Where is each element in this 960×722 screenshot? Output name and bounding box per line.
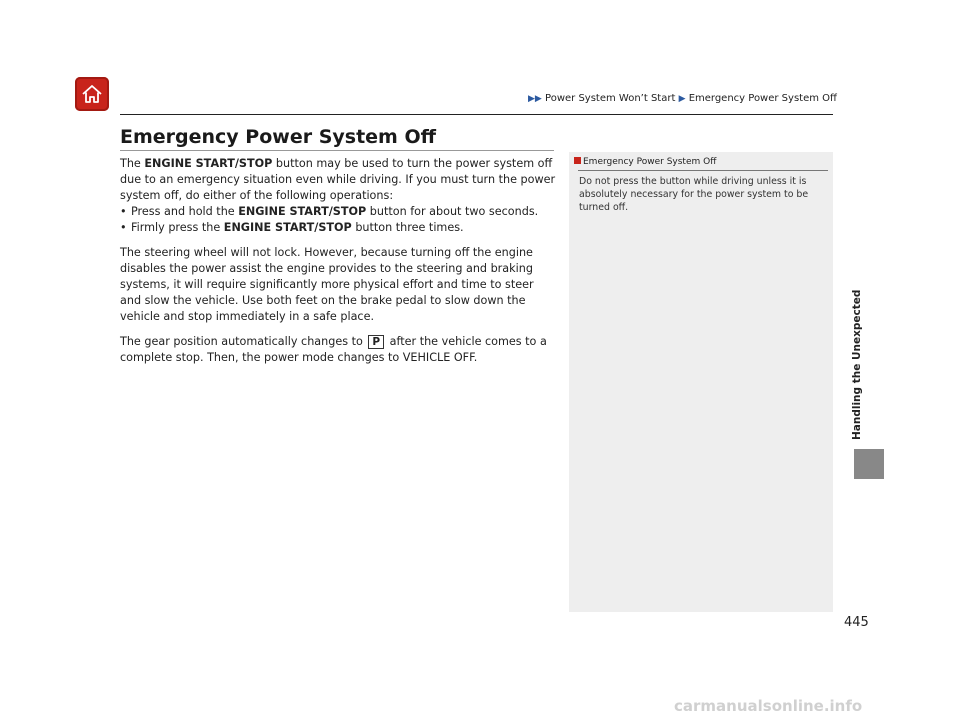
gear-text: The gear position automatically changes to (120, 335, 363, 348)
header-divider (120, 114, 833, 115)
breadcrumb-current: Emergency Power System Off (688, 93, 837, 104)
sidebar-note-panel (569, 152, 833, 612)
note-heading (574, 157, 716, 167)
intro-paragraph (120, 156, 556, 204)
bullet-text: button three times. (355, 221, 464, 234)
intro-text: button may be used to turn the power system off due to an emergency situation even while driving. If you must turn the power system off, do either of the following operations: (120, 157, 556, 202)
breadcrumb-arrow-icon: ▶▶ (528, 94, 542, 104)
engine-start-stop-label: ENGINE START/STOP (144, 157, 273, 170)
page-title: Emergency Power System Off (120, 126, 437, 148)
section-tab-label: Handling the Unexpected (851, 289, 863, 440)
page-number: 445 (844, 615, 869, 630)
home-button[interactable] (75, 77, 109, 111)
bullet-text: Press and hold the (131, 205, 235, 218)
main-content (120, 156, 556, 375)
gear-text: after the vehicle comes to a complete stop. Then, the power mode changes to VEHICLE OFF. (120, 335, 547, 364)
note-marker-icon (574, 157, 581, 164)
gear-p-indicator: P (368, 335, 384, 349)
title-divider (120, 150, 554, 151)
note-heading-text: Emergency Power System Off (583, 157, 717, 167)
list-item (120, 204, 556, 220)
engine-start-stop-label: ENGINE START/STOP (238, 205, 367, 218)
note-body: Do not press the button while driving unless it is absolutely necessary for the power system to be turned off. (579, 176, 809, 213)
bullet-text: Firmly press the (131, 221, 221, 234)
breadcrumb (528, 93, 837, 104)
list-item (120, 220, 556, 236)
breadcrumb-parent-link[interactable]: Power System Won’t Start (545, 93, 676, 104)
intro-text: The (120, 157, 141, 170)
section-tab-marker[interactable] (854, 449, 884, 479)
note-divider (578, 170, 828, 171)
gear-paragraph (120, 334, 556, 366)
steering-paragraph: The steering wheel will not lock. However, because turning off the engine disables the power assist the engine provides to the steering and braking systems, it will require significantly more physical effort and time to steer and slow the vehicle. Use both feet on the brake pedal to slow down the vehicle and stop immediately in a safe place. (120, 246, 534, 323)
breadcrumb-arrow-icon: ▶ (678, 94, 686, 104)
bullet-text: button for about two seconds. (369, 205, 539, 218)
operations-list (120, 204, 556, 236)
home-icon (81, 83, 103, 105)
watermark: carmanualsonline.info (674, 697, 863, 715)
engine-start-stop-label: ENGINE START/STOP (223, 221, 352, 234)
